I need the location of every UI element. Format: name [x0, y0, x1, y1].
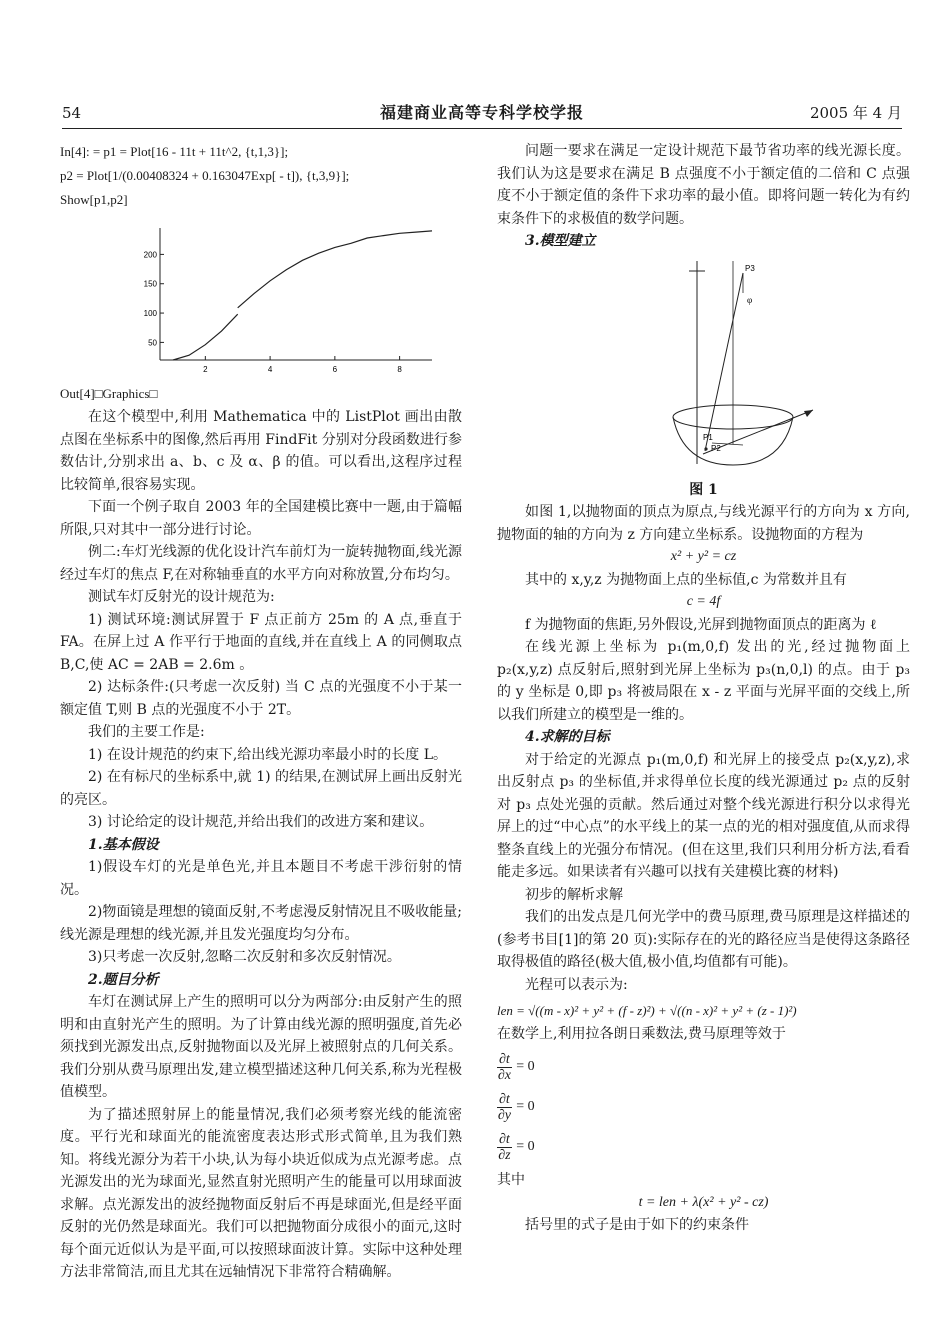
plot-svg	[60, 218, 462, 378]
paragraph: 2) 达标条件:(只考虑一次反射) 当 C 点的光强度不小于某一额定值 T,则 B 点的光强度不小于 2T。	[60, 679, 462, 718]
fraction	[497, 1052, 512, 1083]
left-column	[60, 140, 462, 1284]
section-heading: 2.题目分析	[88, 971, 159, 988]
numerator: ∂t	[499, 1051, 510, 1067]
x-tick-label: 2	[203, 365, 208, 374]
series-line-p1	[173, 314, 238, 360]
paragraph: 如图 1,以抛物面的顶点为原点,与线光源平行的方向为 x 方向,抛物面的轴的方向为 z 方向建立坐标系。设抛物面的方程为	[497, 504, 910, 543]
mathematica-plot	[60, 218, 462, 378]
paragraph: 问题一要求在满足一定设计规范下最节省功率的线光源长度。我们认为这是要求在满足 B 点强度不小于额定值的二倍和 C 点强度不小于额定值的条件下求功率的最小值。即将问题一转化为有约束条件下的求极值的数学问题。	[497, 143, 910, 227]
paragraph: f 为抛物面的焦距,另外假设,光屏到抛物面顶点的距离为 ℓ	[525, 616, 877, 633]
partial-derivative-x	[497, 1049, 910, 1085]
output-line: Out[4]□Graphics□	[60, 386, 158, 401]
paragraph: 1)假设车灯的光是单色光,并且本题目不考虑干涉衍射的情况。	[60, 859, 462, 898]
fraction	[497, 1132, 512, 1163]
equals-zero: = 0	[516, 1139, 535, 1154]
label-phi: φ	[747, 294, 753, 305]
figure-1	[497, 259, 910, 477]
paragraph: 初步的解析求解	[525, 886, 623, 903]
paragraph: 例二:车灯光线源的优化设计汽车前灯为一旋转抛物面,线光源经过车灯的焦点 F,在对称轴垂直的水平方向对称放置,分布均匀。	[60, 544, 462, 583]
paragraph: 对于给定的光源点 p₁(m,0,f) 和光屏上的接受点 p₂(x,y,z),求出反射点 p₃ 的坐标值,并求得单位长度的线光源通过 p₂ 点的反射对 p₃ 点处光强的贡献。然后通过对整个线光源进行积分以求得光屏上的过“中心点”的水平线上的某一点的光的相对强度值,从而求得整条直线上的光强分布情况。(但在这里,我们只利用分析方法,看看能走多远。如果读者有兴趣可以找有关建模比赛的材料)	[497, 751, 910, 880]
partial-derivative-z	[497, 1129, 910, 1165]
label-p1: P1	[703, 432, 713, 442]
equals-zero: = 0	[516, 1059, 535, 1074]
fraction	[497, 1092, 512, 1123]
paragraph: 测试车灯反射光的设计规范为:	[88, 589, 275, 605]
paragraph: 我们的主要工作是:	[88, 724, 205, 740]
section-heading: 3.模型建立	[525, 233, 596, 249]
x-tick-label: 4	[267, 365, 273, 374]
paragraph: 在线光源上坐标为 p₁(m,0,f) 发出的光,经过抛物面上 p₂(x,y,z) 点反射后,照射到光屏上坐标为 p₃(n,0,l) 的点。由于 p₃ 的 y 坐标是 0,即 p₃ 将被局限在 x - z 平面与光屏平面的交线上,所以我们所建立的模型是一维的。	[497, 639, 910, 723]
paragraph: 在这个模型中,利用 Mathematica 中的 ListPlot 画出由散点图在坐标系中的图像,然后再用 FindFit 分别对分段函数进行参数估计,分别求出 a、b、c 及 α、β 的值。可以看出,这程序过程比较简单,很容易实现。	[60, 409, 462, 493]
partial-derivative-y	[497, 1089, 910, 1125]
paragraph: 2)物面镜是理想的镜面反射,不考虑漫反射情况且不吸收能量;线光源是理想的线光源,并且发光强度均匀分布。	[60, 904, 462, 943]
paragraph: 1) 测试环境:测试屏置于 F 点正前方 25m 的 A 点,垂直于 FA。在屏上过 A 作平行于地面的直线,并在直线上 A 的同侧取点 B,C,使 AC = 2AB = 2.6m 。	[60, 611, 462, 673]
denominator: ∂y	[497, 1107, 511, 1123]
paragraph: 其中的 x,y,z 为抛物面上点的坐标值,c 为常数并且有	[525, 571, 847, 588]
paragraph: 括号里的式子是由于如下的约束条件	[525, 1217, 749, 1233]
equals-zero: = 0	[516, 1099, 535, 1114]
paragraph: 下面一个例子取自 2003 年的全国建模比赛中一题,由于篇幅所限,只对其中一部分进行讨论。	[60, 499, 462, 538]
figure-caption: 图 1	[689, 481, 718, 498]
label-p3: P3	[745, 263, 755, 273]
numerator: ∂t	[499, 1091, 510, 1107]
equation: x² + y² = cz	[670, 549, 737, 564]
x-tick-label: 8	[397, 365, 402, 374]
paragraph: 车灯在测试屏上产生的照明可以分为两部分:由反射产生的照明和由直射光产生的照明。为了计算由线光源的照明强度,首先必须找到光源发出点,反射抛物面以及光屏上被照射点的几何关系。我们分别从费马原理出发,建立模型描述这种几何关系,称为光程极值模型。	[60, 994, 462, 1100]
point-p2	[704, 447, 707, 450]
y-tick-label: 50	[148, 338, 157, 348]
section-heading: 1.基本假设	[88, 836, 159, 853]
page-number: 54	[62, 104, 82, 122]
equation: t = len + λ(x² + y² - cz)	[638, 1194, 769, 1210]
arrow-head	[804, 410, 813, 417]
y-tick-label: 150	[143, 279, 157, 289]
section-heading: 4.求解的目标	[525, 729, 610, 745]
paragraph: 3) 讨论给定的设计规范,并给出我们的改进方案和建议。	[88, 814, 434, 830]
series-line-p2	[238, 231, 432, 308]
figure-svg	[497, 259, 910, 477]
numerator: ∂t	[499, 1131, 510, 1147]
paragraph: 2) 在有标尺的坐标系中,就 1) 的结果,在测试屏上画出反射光的亮区。	[60, 769, 462, 808]
journal-title: 福建商业高等专科学校学报	[379, 103, 584, 122]
equation: c = 4f	[686, 594, 721, 609]
code-line: In[4]: = p1 = Plot[16 - 11t + 11t^2, {t,1,3}];	[60, 144, 289, 159]
right-column	[497, 140, 910, 1237]
paragraph: 3)只考虑一次反射,忽略二次反射和多次反射情况。	[88, 949, 401, 965]
y-tick-label: 100	[143, 309, 157, 319]
paragraph: 其中	[497, 1172, 525, 1188]
denominator: ∂x	[497, 1067, 511, 1083]
reflected-ray	[705, 273, 743, 451]
x-tick-label: 6	[332, 365, 338, 374]
optical-path-equation: len = √((m - x)² + y² + (f - z)²) + √((n - x)² + y² + (z - 1)²)	[497, 1003, 797, 1018]
paragraph: 我们的出发点是几何光学中的费马原理,费马原理是这样描述的(参考书目[1]的第 20 页):实际存在的光的路径应当是使得这条路径取得极值的路径(极大值,极小值,均值都有可能)。	[497, 909, 910, 970]
paragraph: 1) 在设计规范的约束下,给出线光源功率最小时的长度 L。	[88, 746, 448, 763]
issue-date: 2005 年 4 月	[809, 104, 902, 122]
paragraph: 在数学上,利用拉各朗日乘数法,费马原理等效于	[497, 1025, 786, 1042]
paragraph: 为了描述照射屏上的能量情况,我们必须考察光线的能流密度。平行光和球面光的能流密度表达形式形式简单,且为我们熟知。将线光源分为若干小块,认为每小块近似成为点光源考虑。点光源发出的光为球面光,显然直射光照明产生的能量可以用球面波求解。点光源发出的波经抛物面反射后不再是球面光,但是经平面反射的光仍然是球面光。我们可以把抛物面分成很小的面元,这时每个面元近似认为是平面,可以按照球面波计算。实际中这种处理方法非常简洁,而且尤其在远轴情况下非常符合精确解。	[60, 1106, 462, 1280]
label-p2: P2	[711, 443, 721, 453]
page-header	[62, 100, 902, 129]
y-tick-label: 200	[143, 250, 157, 260]
code-line: Show[p1,p2]	[60, 192, 128, 207]
denominator: ∂z	[498, 1147, 511, 1163]
code-line: p2 = Plot[1/(0.00408324 + 0.163047Exp[ - t]), {t,3,9}];	[60, 168, 350, 183]
paragraph: 光程可以表示为:	[525, 976, 628, 993]
